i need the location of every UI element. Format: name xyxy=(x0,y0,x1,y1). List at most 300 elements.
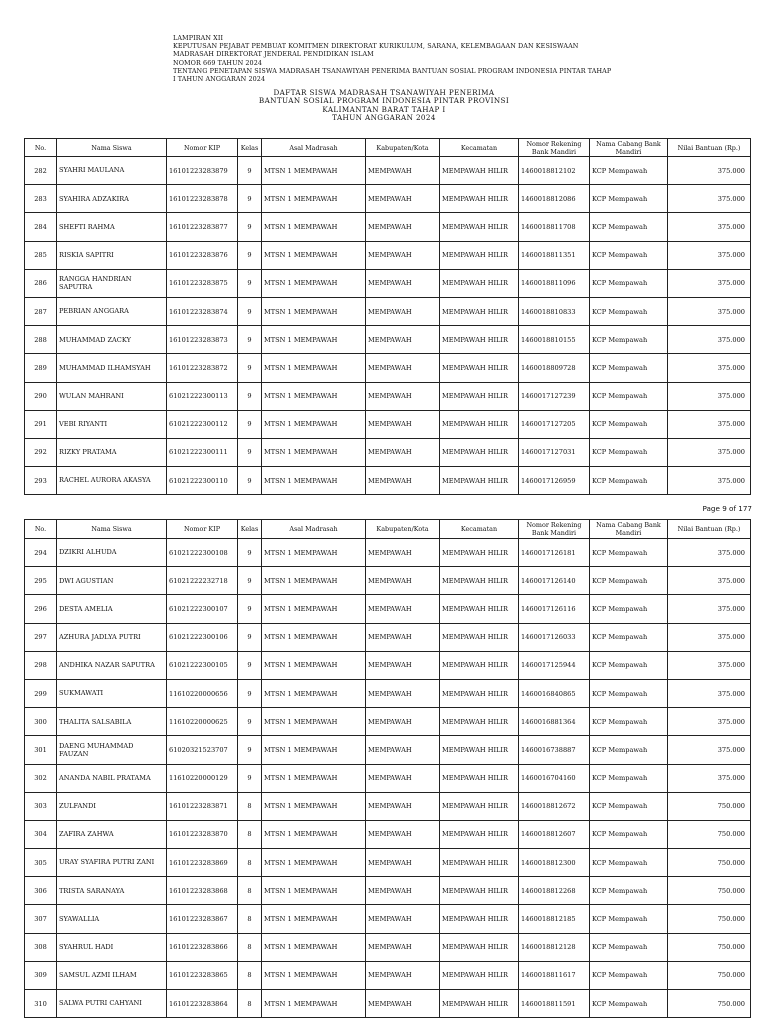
cell-rekening: 1460018812268 xyxy=(519,877,590,905)
cell-kelas: 9 xyxy=(238,410,262,438)
cell-rekening: 1460018810155 xyxy=(519,326,590,354)
cell-nama: SALWA PUTRI CAHYANI xyxy=(57,990,167,1018)
cell-kecamatan: MEMPAWAH HILIR xyxy=(440,354,519,382)
cell-kabupaten: MEMPAWAH xyxy=(366,736,440,764)
cell-nilai: 375.000 xyxy=(668,736,751,764)
cell-kabupaten: MEMPAWAH xyxy=(366,241,440,269)
cell-rekening: 1460016881364 xyxy=(519,708,590,736)
cell-kabupaten: MEMPAWAH xyxy=(366,708,440,736)
cell-kip: 16101223283873 xyxy=(167,326,238,354)
cell-kip: 16101223283877 xyxy=(167,213,238,241)
cell-nilai: 375.000 xyxy=(668,326,751,354)
cell-kabupaten: MEMPAWAH xyxy=(366,764,440,792)
cell-madrasah: MTSN 1 MEMPAWAH xyxy=(262,326,366,354)
cell-kelas: 9 xyxy=(238,326,262,354)
cell-cabang: KCP Mempawah xyxy=(590,651,668,679)
cell-nama: SUKMAWATI xyxy=(57,679,167,707)
cell-cabang: KCP Mempawah xyxy=(590,764,668,792)
cell-cabang: KCP Mempawah xyxy=(590,539,668,567)
cell-no: 289 xyxy=(25,354,57,382)
table-row xyxy=(25,820,751,848)
cell-nilai: 375.000 xyxy=(668,241,751,269)
cell-madrasah: MTSN 1 MEMPAWAH xyxy=(262,241,366,269)
cell-kelas: 9 xyxy=(238,382,262,410)
cell-madrasah: MTSN 1 MEMPAWAH xyxy=(262,438,366,466)
cell-kelas: 8 xyxy=(238,877,262,905)
cell-nilai: 375.000 xyxy=(668,467,751,495)
header-cabang: Nama Cabang Bank Mandiri xyxy=(590,139,668,157)
cell-nama: ANANDA NABIL PRATAMA xyxy=(57,764,167,792)
cell-rekening: 1460018811708 xyxy=(519,213,590,241)
cell-kabupaten: MEMPAWAH xyxy=(366,539,440,567)
cell-kabupaten: MEMPAWAH xyxy=(366,595,440,623)
cell-kecamatan: MEMPAWAH HILIR xyxy=(440,792,519,820)
cell-rekening: 1460017126181 xyxy=(519,539,590,567)
cell-kabupaten: MEMPAWAH xyxy=(366,297,440,325)
cell-nilai: 375.000 xyxy=(668,297,751,325)
cell-madrasah: MTSN 1 MEMPAWAH xyxy=(262,933,366,961)
table-row xyxy=(25,269,751,297)
cell-nama: DESTA AMELIA xyxy=(57,595,167,623)
cell-kip: 16101223283866 xyxy=(167,933,238,961)
cell-madrasah: MTSN 1 MEMPAWAH xyxy=(262,679,366,707)
cell-nilai: 375.000 xyxy=(668,410,751,438)
cell-cabang: KCP Mempawah xyxy=(590,792,668,820)
cell-kabupaten: MEMPAWAH xyxy=(366,877,440,905)
cell-rekening: 1460018810833 xyxy=(519,297,590,325)
table-row xyxy=(25,905,751,933)
cell-kelas: 9 xyxy=(238,241,262,269)
cell-kelas: 9 xyxy=(238,651,262,679)
cell-nama: TRISTA SARANAYA xyxy=(57,877,167,905)
header-kip: Nomor KIP xyxy=(167,520,238,539)
cell-kip: 16101223283867 xyxy=(167,905,238,933)
decree-line: TENTANG PENETAPAN SISWA MADRASAH TSANAWIYAH PENERIMA BANTUAN SOSIAL PROGRAM INDONESIA PINTAR TAHAP xyxy=(173,66,612,75)
cell-no: 300 xyxy=(25,708,57,736)
cell-nama: ZULFANDI xyxy=(57,792,167,820)
cell-kecamatan: MEMPAWAH HILIR xyxy=(440,764,519,792)
cell-rekening: 1460017126959 xyxy=(519,467,590,495)
cell-kip: 16101223283875 xyxy=(167,269,238,297)
cell-nilai: 375.000 xyxy=(668,651,751,679)
cell-nilai: 750.000 xyxy=(668,990,751,1018)
table-row xyxy=(25,213,751,241)
table-row xyxy=(25,764,751,792)
cell-kecamatan: MEMPAWAH HILIR xyxy=(440,736,519,764)
cell-kecamatan: MEMPAWAH HILIR xyxy=(440,708,519,736)
cell-madrasah: MTSN 1 MEMPAWAH xyxy=(262,792,366,820)
table-row xyxy=(25,438,751,466)
cell-kip: 61021222300110 xyxy=(167,467,238,495)
table-row xyxy=(25,792,751,820)
header-madrasah: Asal Madrasah xyxy=(262,139,366,157)
cell-rekening: 1460018811096 xyxy=(519,269,590,297)
cell-rekening: 1460017127239 xyxy=(519,382,590,410)
cell-cabang: KCP Mempawah xyxy=(590,820,668,848)
cell-nama: DZIKRI ALHUDA xyxy=(57,539,167,567)
cell-kip: 16101223283872 xyxy=(167,354,238,382)
cell-cabang: KCP Mempawah xyxy=(590,990,668,1018)
cell-madrasah: MTSN 1 MEMPAWAH xyxy=(262,736,366,764)
cell-kip: 16101223283879 xyxy=(167,157,238,185)
cell-cabang: KCP Mempawah xyxy=(590,595,668,623)
header-kecamatan: Kecamatan xyxy=(440,139,519,157)
cell-rekening: 1460017125944 xyxy=(519,651,590,679)
cell-rekening: 1460017126033 xyxy=(519,623,590,651)
cell-cabang: KCP Mempawah xyxy=(590,213,668,241)
cell-madrasah: MTSN 1 MEMPAWAH xyxy=(262,567,366,595)
cell-cabang: KCP Mempawah xyxy=(590,679,668,707)
header-no: No. xyxy=(25,139,57,157)
title-line: KALIMANTAN BARAT TAHAP I xyxy=(322,104,446,114)
cell-cabang: KCP Mempawah xyxy=(590,961,668,989)
cell-madrasah: MTSN 1 MEMPAWAH xyxy=(262,651,366,679)
cell-no: 283 xyxy=(25,185,57,213)
cell-no: 308 xyxy=(25,933,57,961)
cell-rekening: 1460018812128 xyxy=(519,933,590,961)
cell-rekening: 1460018812672 xyxy=(519,792,590,820)
cell-kip: 61021222300111 xyxy=(167,438,238,466)
title-line: BANTUAN SOSIAL PROGRAM INDONESIA PINTAR PROVINSI xyxy=(258,96,510,106)
cell-kelas: 9 xyxy=(238,157,262,185)
cell-madrasah: MTSN 1 MEMPAWAH xyxy=(262,185,366,213)
cell-nilai: 750.000 xyxy=(668,961,751,989)
cell-madrasah: MTSN 1 MEMPAWAH xyxy=(262,213,366,241)
table-row xyxy=(25,157,751,185)
cell-rekening: 1460018811617 xyxy=(519,961,590,989)
table-1-body xyxy=(25,157,751,495)
cell-kip: 11610220000656 xyxy=(167,679,238,707)
cell-nama: SHEFTI RAHMA xyxy=(57,213,167,241)
cell-no: 301 xyxy=(25,736,57,764)
cell-nilai: 375.000 xyxy=(668,623,751,651)
cell-kecamatan: MEMPAWAH HILIR xyxy=(440,933,519,961)
cell-nama: SYAHRUL HADI xyxy=(57,933,167,961)
table-row xyxy=(25,467,751,495)
cell-kip: 16101223283864 xyxy=(167,990,238,1018)
cell-rekening: 1460016840865 xyxy=(519,679,590,707)
cell-nama: SAMSUL AZMI ILHAM xyxy=(57,961,167,989)
table-row xyxy=(25,297,751,325)
decree-header xyxy=(173,34,611,83)
cell-nilai: 750.000 xyxy=(668,849,751,877)
cell-madrasah: MTSN 1 MEMPAWAH xyxy=(262,820,366,848)
table-row xyxy=(25,567,751,595)
table-row xyxy=(25,241,751,269)
cell-no: 298 xyxy=(25,651,57,679)
cell-nilai: 375.000 xyxy=(668,679,751,707)
cell-nama: PEBRIAN ANGGARA xyxy=(57,297,167,325)
cell-kelas: 9 xyxy=(238,185,262,213)
cell-madrasah: MTSN 1 MEMPAWAH xyxy=(262,708,366,736)
cell-kabupaten: MEMPAWAH xyxy=(366,820,440,848)
cell-cabang: KCP Mempawah xyxy=(590,567,668,595)
cell-nama: RIZKY PRATAMA xyxy=(57,438,167,466)
header-nilai: Nilai Bantuan (Rp.) xyxy=(668,520,751,539)
header-madrasah: Asal Madrasah xyxy=(262,520,366,539)
cell-nama: ANDHIKA NAZAR SAPUTRA xyxy=(57,651,167,679)
cell-cabang: KCP Mempawah xyxy=(590,382,668,410)
cell-madrasah: MTSN 1 MEMPAWAH xyxy=(262,157,366,185)
cell-nilai: 375.000 xyxy=(668,539,751,567)
decree-line: MADRASAH DIREKTORAT JENDERAL PENDIDIKAN ISLAM xyxy=(173,50,374,59)
cell-kecamatan: MEMPAWAH HILIR xyxy=(440,905,519,933)
table-row xyxy=(25,679,751,707)
cell-kip: 16101223283868 xyxy=(167,877,238,905)
cell-kecamatan: MEMPAWAH HILIR xyxy=(440,623,519,651)
cell-cabang: KCP Mempawah xyxy=(590,438,668,466)
cell-kelas: 9 xyxy=(238,467,262,495)
table-row xyxy=(25,736,751,764)
cell-kecamatan: MEMPAWAH HILIR xyxy=(440,820,519,848)
table-row xyxy=(25,651,751,679)
cell-kip: 61020321523707 xyxy=(167,736,238,764)
cell-no: 303 xyxy=(25,792,57,820)
cell-nilai: 375.000 xyxy=(668,157,751,185)
cell-kecamatan: MEMPAWAH HILIR xyxy=(440,567,519,595)
cell-no: 307 xyxy=(25,905,57,933)
cell-rekening: 1460018811351 xyxy=(519,241,590,269)
cell-kip: 61021222300107 xyxy=(167,595,238,623)
cell-nilai: 375.000 xyxy=(668,185,751,213)
cell-no: 302 xyxy=(25,764,57,792)
cell-no: 284 xyxy=(25,213,57,241)
header-rekening: Nomor Rekening Bank Mandiri xyxy=(519,520,590,539)
table-row xyxy=(25,382,751,410)
cell-kelas: 9 xyxy=(238,736,262,764)
cell-nama: WULAN MAHRANI xyxy=(57,382,167,410)
cell-kabupaten: MEMPAWAH xyxy=(366,961,440,989)
cell-nilai: 750.000 xyxy=(668,905,751,933)
cell-kelas: 9 xyxy=(238,567,262,595)
cell-kabupaten: MEMPAWAH xyxy=(366,933,440,961)
cell-nama: MUHAMMAD ILHAMSYAH xyxy=(57,354,167,382)
cell-kabupaten: MEMPAWAH xyxy=(366,354,440,382)
cell-kelas: 9 xyxy=(238,764,262,792)
cell-kip: 16101223283874 xyxy=(167,297,238,325)
cell-kecamatan: MEMPAWAH HILIR xyxy=(440,595,519,623)
cell-kip: 16101223283871 xyxy=(167,792,238,820)
header-no: No. xyxy=(25,520,57,539)
cell-rekening: 1460018809728 xyxy=(519,354,590,382)
cell-kip: 61021222300108 xyxy=(167,539,238,567)
cell-no: 288 xyxy=(25,326,57,354)
cell-kecamatan: MEMPAWAH HILIR xyxy=(440,651,519,679)
cell-nilai: 750.000 xyxy=(668,933,751,961)
cell-nama: URAY SYAFIRA PUTRI ZANI xyxy=(57,849,167,877)
cell-nama: DAENG MUHAMMAD FAUZAN xyxy=(57,736,167,764)
cell-no: 291 xyxy=(25,410,57,438)
cell-cabang: KCP Mempawah xyxy=(590,933,668,961)
cell-kip: 16101223283878 xyxy=(167,185,238,213)
cell-cabang: KCP Mempawah xyxy=(590,467,668,495)
cell-kelas: 9 xyxy=(238,438,262,466)
cell-nilai: 750.000 xyxy=(668,820,751,848)
cell-kabupaten: MEMPAWAH xyxy=(366,990,440,1018)
cell-nilai: 375.000 xyxy=(668,595,751,623)
decree-line: KEPUTUSAN PEJABAT PEMBUAT KOMITMEN DIREKTORAT KURIKULUM, SARANA, KELEMBAGAAN DAN KESISWAAN xyxy=(173,42,579,51)
cell-nilai: 750.000 xyxy=(668,877,751,905)
cell-nama: SYAHIRA ADZAKIRA xyxy=(57,185,167,213)
cell-nilai: 375.000 xyxy=(668,567,751,595)
cell-cabang: KCP Mempawah xyxy=(590,708,668,736)
table-row xyxy=(25,961,751,989)
cell-rekening: 1460017127205 xyxy=(519,410,590,438)
cell-kabupaten: MEMPAWAH xyxy=(366,410,440,438)
cell-nama: DWI AGUSTIAN xyxy=(57,567,167,595)
title-line: DAFTAR SISWA MADRASAH TSANAWIYAH PENERIMA xyxy=(273,88,495,97)
cell-nilai: 375.000 xyxy=(668,764,751,792)
cell-kelas: 8 xyxy=(238,792,262,820)
cell-cabang: KCP Mempawah xyxy=(590,157,668,185)
student-table-2 xyxy=(24,519,751,1018)
cell-cabang: KCP Mempawah xyxy=(590,849,668,877)
cell-kelas: 8 xyxy=(238,961,262,989)
cell-kecamatan: MEMPAWAH HILIR xyxy=(440,241,519,269)
cell-kip: 16101223283870 xyxy=(167,820,238,848)
cell-no: 305 xyxy=(25,849,57,877)
cell-nama: AZHURA JADLYA PUTRI xyxy=(57,623,167,651)
cell-kabupaten: MEMPAWAH xyxy=(366,157,440,185)
cell-no: 306 xyxy=(25,877,57,905)
cell-kelas: 9 xyxy=(238,679,262,707)
cell-kip: 11610220000625 xyxy=(167,708,238,736)
cell-cabang: KCP Mempawah xyxy=(590,736,668,764)
cell-nilai: 375.000 xyxy=(668,438,751,466)
cell-no: 294 xyxy=(25,539,57,567)
cell-no: 287 xyxy=(25,297,57,325)
cell-kelas: 9 xyxy=(238,297,262,325)
cell-nilai: 750.000 xyxy=(668,792,751,820)
cell-kecamatan: MEMPAWAH HILIR xyxy=(440,297,519,325)
cell-nilai: 375.000 xyxy=(668,269,751,297)
cell-kecamatan: MEMPAWAH HILIR xyxy=(440,382,519,410)
cell-kabupaten: MEMPAWAH xyxy=(366,567,440,595)
cell-kecamatan: MEMPAWAH HILIR xyxy=(440,213,519,241)
cell-nama: SYAHRI MAULANA xyxy=(57,157,167,185)
title-line: TAHUN ANGGARAN 2024 xyxy=(332,113,436,123)
cell-kecamatan: MEMPAWAH HILIR xyxy=(440,326,519,354)
cell-no: 296 xyxy=(25,595,57,623)
cell-nama: VEBI RIYANTI xyxy=(57,410,167,438)
cell-kabupaten: MEMPAWAH xyxy=(366,438,440,466)
header-rekening: Nomor Rekening Bank Mandiri xyxy=(519,139,590,157)
cell-rekening: 1460018812300 xyxy=(519,849,590,877)
cell-kabupaten: MEMPAWAH xyxy=(366,623,440,651)
cell-kabupaten: MEMPAWAH xyxy=(366,213,440,241)
cell-kecamatan: MEMPAWAH HILIR xyxy=(440,679,519,707)
cell-no: 304 xyxy=(25,820,57,848)
cell-nama: SYAWALLIA xyxy=(57,905,167,933)
cell-kip: 16101223283876 xyxy=(167,241,238,269)
cell-nama: RANGGA HANDRIAN SAPUTRA xyxy=(57,269,167,297)
cell-kabupaten: MEMPAWAH xyxy=(366,849,440,877)
cell-no: 282 xyxy=(25,157,57,185)
cell-madrasah: MTSN 1 MEMPAWAH xyxy=(262,623,366,651)
cell-madrasah: MTSN 1 MEMPAWAH xyxy=(262,539,366,567)
cell-kecamatan: MEMPAWAH HILIR xyxy=(440,185,519,213)
cell-no: 295 xyxy=(25,567,57,595)
cell-rekening: 1460018812607 xyxy=(519,820,590,848)
table-row xyxy=(25,539,751,567)
table-header-row xyxy=(25,520,751,539)
cell-cabang: KCP Mempawah xyxy=(590,297,668,325)
table-row xyxy=(25,933,751,961)
cell-madrasah: MTSN 1 MEMPAWAH xyxy=(262,467,366,495)
cell-madrasah: MTSN 1 MEMPAWAH xyxy=(262,354,366,382)
header-kabupaten: Kabupaten/Kota xyxy=(366,139,440,157)
cell-madrasah: MTSN 1 MEMPAWAH xyxy=(262,990,366,1018)
table-row xyxy=(25,354,751,382)
cell-no: 297 xyxy=(25,623,57,651)
cell-no: 293 xyxy=(25,467,57,495)
cell-kip: 61021222300112 xyxy=(167,410,238,438)
cell-no: 285 xyxy=(25,241,57,269)
student-table-1 xyxy=(24,138,751,495)
cell-madrasah: MTSN 1 MEMPAWAH xyxy=(262,382,366,410)
decree-line: NOMOR 669 TAHUN 2024 xyxy=(173,58,263,67)
cell-no: 286 xyxy=(25,269,57,297)
cell-kelas: 9 xyxy=(238,213,262,241)
header-cabang: Nama Cabang Bank Mandiri xyxy=(590,520,668,539)
cell-nilai: 375.000 xyxy=(668,382,751,410)
cell-cabang: KCP Mempawah xyxy=(590,269,668,297)
table-row xyxy=(25,185,751,213)
cell-madrasah: MTSN 1 MEMPAWAH xyxy=(262,961,366,989)
cell-kelas: 9 xyxy=(238,595,262,623)
cell-cabang: KCP Mempawah xyxy=(590,185,668,213)
table-row xyxy=(25,326,751,354)
table-row xyxy=(25,410,751,438)
cell-kelas: 9 xyxy=(238,354,262,382)
cell-kecamatan: MEMPAWAH HILIR xyxy=(440,961,519,989)
cell-rekening: 1460018812086 xyxy=(519,185,590,213)
cell-cabang: KCP Mempawah xyxy=(590,623,668,651)
header-kelas: Kelas xyxy=(238,139,262,157)
cell-kecamatan: MEMPAWAH HILIR xyxy=(440,990,519,1018)
cell-madrasah: MTSN 1 MEMPAWAH xyxy=(262,595,366,623)
cell-kabupaten: MEMPAWAH xyxy=(366,382,440,410)
cell-kecamatan: MEMPAWAH HILIR xyxy=(440,467,519,495)
cell-cabang: KCP Mempawah xyxy=(590,410,668,438)
cell-kecamatan: MEMPAWAH HILIR xyxy=(440,539,519,567)
cell-kecamatan: MEMPAWAH HILIR xyxy=(440,269,519,297)
cell-rekening: 1460017126140 xyxy=(519,567,590,595)
cell-no: 290 xyxy=(25,382,57,410)
cell-kip: 61021222232718 xyxy=(167,567,238,595)
cell-kelas: 8 xyxy=(238,990,262,1018)
cell-nama: RACHEL AURORA AKASYA xyxy=(57,467,167,495)
cell-kabupaten: MEMPAWAH xyxy=(366,326,440,354)
cell-madrasah: MTSN 1 MEMPAWAH xyxy=(262,849,366,877)
cell-nama: MUHAMMAD ZACKY xyxy=(57,326,167,354)
cell-madrasah: MTSN 1 MEMPAWAH xyxy=(262,297,366,325)
cell-rekening: 1460018812185 xyxy=(519,905,590,933)
table-row xyxy=(25,849,751,877)
cell-cabang: KCP Mempawah xyxy=(590,326,668,354)
table-row xyxy=(25,595,751,623)
cell-kelas: 8 xyxy=(238,820,262,848)
cell-cabang: KCP Mempawah xyxy=(590,905,668,933)
cell-kip: 61021222300105 xyxy=(167,651,238,679)
cell-nilai: 375.000 xyxy=(668,213,751,241)
table-row xyxy=(25,877,751,905)
header-kecamatan: Kecamatan xyxy=(440,520,519,539)
decree-line: LAMPIRAN XII xyxy=(173,34,224,42)
cell-kabupaten: MEMPAWAH xyxy=(366,905,440,933)
cell-kip: 61021222300113 xyxy=(167,382,238,410)
cell-madrasah: MTSN 1 MEMPAWAH xyxy=(262,877,366,905)
